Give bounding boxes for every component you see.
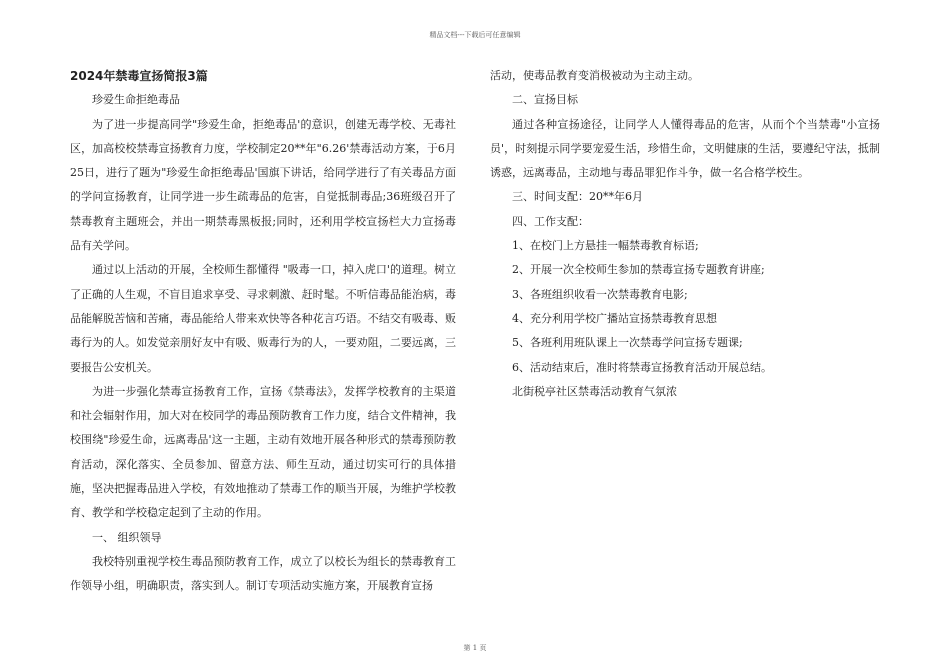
right-column bbox=[490, 64, 880, 404]
section-subtitle: 珍爱生命拒绝毒品 bbox=[92, 93, 180, 107]
heading-time: 三、时间支配：20**年6月 bbox=[512, 190, 643, 204]
list-item: 4、充分利用学校广播站宣扬禁毒教育思想 bbox=[512, 311, 717, 325]
paragraph-4: 我校特别重视学校生毒品预防教育工作，成立了以校长为组长的禁毒教育工作领导小组，明确职责，落实到人。制订专项活动实施方案，开展教育宣扬 bbox=[70, 554, 456, 593]
paragraph-3: 为进一步强化禁毒宣扬教育工作，宣扬《禁毒法》，发挥学校教育的主渠道和社会辐射作用，加大对在校同学的毒品预防教育工作力度，结合文件精神，我校围绕"珍爱生命，远离毒品'这一主题，主动有效地开展各种形式的禁毒预防教育活动，深化落实、全员参加、留意方法、师生互动，通过切实可行的具体措施，坚决把握毒品进入学校，有效地推动了禁毒工作的顺当开展，为维护学校教育、教学和学校稳定起到了主动的作用。 bbox=[70, 384, 456, 520]
paragraph-goal: 通过各种宣扬途径，让同学人人懂得毒品的危害，从而个个当禁毒"小宣扬员'，时刻提示同学要宠爱生活，珍惜生命，文明健康的生活，要遵纪守法，抵制诱惑，远离毒品，主动地与毒品罪犯作斗争，做一名合格学校生。 bbox=[490, 117, 880, 180]
paragraph-continued: 活动，使毒品教育变消极被动为主动主动。 bbox=[490, 69, 699, 82]
closing-heading: 北街税亭社区禁毒活动教育气氛浓 bbox=[512, 384, 677, 398]
paragraph-2: 通过以上活动的开展，全校师生都懂得 "吸毒一口，掉入虎口'的道理。树立了正确的人生观，不盲目追求享受、寻求刺激、赶时髦。不听信毒品能治病，毒品能解脱苦恼和苦痛，毒品能给人带来欢快等各种花言巧语。不结交有吸毒、贩毒行为的人。如发觉亲朋好友中有吸、贩毒行为的人，一要劝阻，二要远离，三要报告公安机关。 bbox=[70, 263, 456, 374]
heading-work: 四、工作支配： bbox=[512, 214, 589, 228]
list-item: 6、活动结束后，准时将禁毒宣扬教育活动开展总结。 bbox=[512, 360, 772, 374]
page-header: 精品文档---下载后可任意编辑 bbox=[429, 31, 521, 39]
list-item: 3、各班组织收看一次禁毒教育电影; bbox=[512, 287, 688, 301]
paragraph-1: 为了进一步提高同学"珍爱生命，拒绝毒品'的意识，创建无毒学校、无毒社区，加高校校禁毒宣扬教育力度，学校制定20**年"6.26'禁毒活动方案，于6月25日，进行了题为"珍爱生命拒绝毒品'国旗下讲话，给同学进行了有关毒品方面的学问宣扬教育，让同学进一步生疏毒品的危害，自觉抵制毒品;36班级召开了禁毒教育主题班会，并出一期禁毒黑板报;同时，还利用学校宣扬栏大力宣扬毒品有关学问。 bbox=[70, 117, 456, 253]
list-item: 1、在校门上方悬挂一幅禁毒教育标语; bbox=[512, 239, 699, 253]
heading-organization: 一、 组织领导 bbox=[92, 530, 162, 544]
document-title: 2024年禁毒宣扬简报3篇 bbox=[70, 69, 208, 83]
heading-goal: 二、宣扬目标 bbox=[512, 93, 578, 107]
left-column bbox=[70, 64, 456, 599]
page-footer: 第 1 页 bbox=[463, 644, 487, 652]
list-item: 2、开展一次全校师生参加的禁毒宣扬专题教育讲座; bbox=[512, 263, 765, 277]
list-item: 5、各班利用班队课上一次禁毒学问宣扬专题课; bbox=[512, 336, 743, 350]
